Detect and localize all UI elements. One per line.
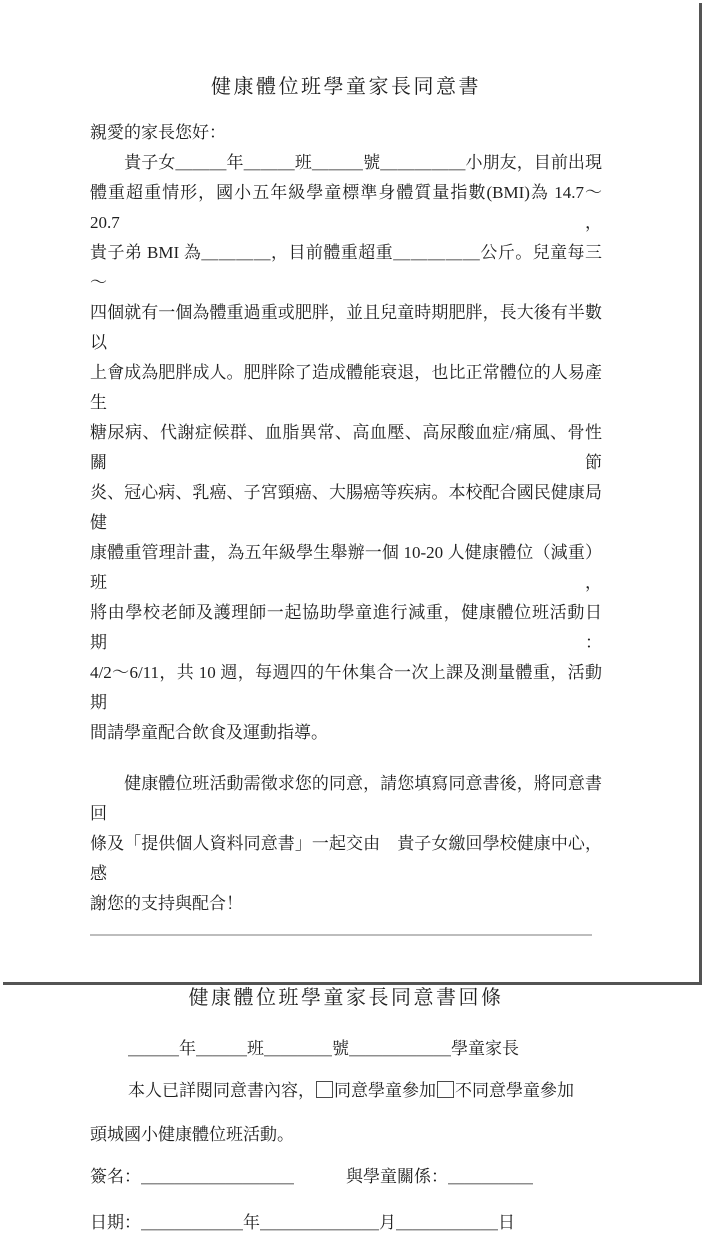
body-line: 將由學校老師及護理師一起協助學童進行減重，健康體位班活動日期：: [90, 603, 602, 652]
date-month-blank-field: ＿＿＿＿＿＿＿: [260, 1213, 379, 1232]
signature-line: [90, 1162, 602, 1192]
month-label: 月: [379, 1213, 396, 1232]
signature-label: 簽名：: [90, 1167, 141, 1186]
body-line: 貴子女＿＿＿年＿＿＿班＿＿＿號＿＿＿＿＿小朋友，目前出現: [90, 153, 602, 172]
agree-checkbox[interactable]: [316, 1081, 333, 1098]
student-info-line: ＿＿＿年＿＿＿班＿＿＿＿號＿＿＿＿＿＿學童家長: [128, 1039, 519, 1058]
consent-choice-line: [90, 1076, 602, 1106]
reply-slip-section: [90, 982, 602, 1238]
body-line: 間請學童配合飲食及運動指導。: [90, 723, 328, 742]
body-line: 上會成為肥胖成人。肥胖除了造成體能衰退，也比正常體位的人易產生: [90, 363, 602, 412]
date-line: [90, 1208, 602, 1238]
scan-edge-right: [699, 3, 702, 985]
relation-label: 與學童關係：: [346, 1167, 448, 1186]
body-line: 貴子弟 BMI 為＿＿＿＿，目前體重超重＿＿＿＿＿公斤。兒童每三～: [90, 243, 602, 292]
body-line: 炎、冠心病、乳癌、子宮頸癌、大腸癌等疾病。本校配合國民健康局健: [90, 483, 602, 532]
consent-prefix-text: 本人已詳閱同意書內容，: [128, 1081, 315, 1100]
body-line: 康體重管理計畫，為五年級學生舉辦一個 10-20 人健康體位（減重）班，: [90, 543, 602, 592]
signature-blank-field: ＿＿＿＿＿＿＿＿＿: [141, 1167, 294, 1186]
paragraph-1: [90, 148, 602, 748]
paragraph-2: [90, 769, 602, 919]
document-content: [90, 0, 602, 1238]
body-line: 糖尿病、代謝症候群、血脂異常、高血壓、高尿酸血症/痛風、骨性關節: [90, 423, 602, 472]
date-day-blank-field: ＿＿＿＿＿＿: [396, 1213, 498, 1232]
body-line: 謝您的支持與配合！: [90, 894, 243, 913]
body-line: 體重超重情形，國小五年級學童標準身體質量指數(BMI)為 14.7～20.7，: [90, 183, 602, 232]
cut-line-divider: [90, 934, 592, 936]
body-line: 4/2～6/11，共 10 週，每週四的午休集合一次上課及測量體重，活動期: [90, 663, 602, 712]
disagree-label: 不同意學童參加: [455, 1081, 574, 1100]
body-line: 四個就有一個為體重過重或肥胖，並且兒童時期肥胖，長大後有半數以: [90, 303, 602, 352]
date-label: 日期：: [90, 1213, 141, 1232]
agree-label: 同意學童參加: [334, 1081, 436, 1100]
body-line: 健康體位班活動需徵求您的同意，請您填寫同意書後，將同意書回: [90, 774, 602, 823]
scan-edge-bottom: [3, 982, 702, 985]
year-label: 年: [243, 1213, 260, 1232]
reply-slip-title: 健康體位班學童家長同意書回條: [188, 987, 504, 1009]
greeting-line: 親愛的家長您好：: [90, 123, 226, 142]
day-label: 日: [498, 1213, 515, 1232]
activity-text-line: 頭城國小健康體位班活動。: [90, 1125, 294, 1144]
body-line: 條及「提供個人資料同意書」一起交由 貴子女繳回學校健康中心，感: [90, 834, 602, 883]
date-year-blank-field: ＿＿＿＿＿＿: [141, 1213, 243, 1232]
relation-blank-field: ＿＿＿＿＿: [448, 1167, 533, 1186]
document-title: 健康體位班學童家長同意書: [211, 76, 481, 98]
disagree-checkbox[interactable]: [437, 1081, 454, 1098]
